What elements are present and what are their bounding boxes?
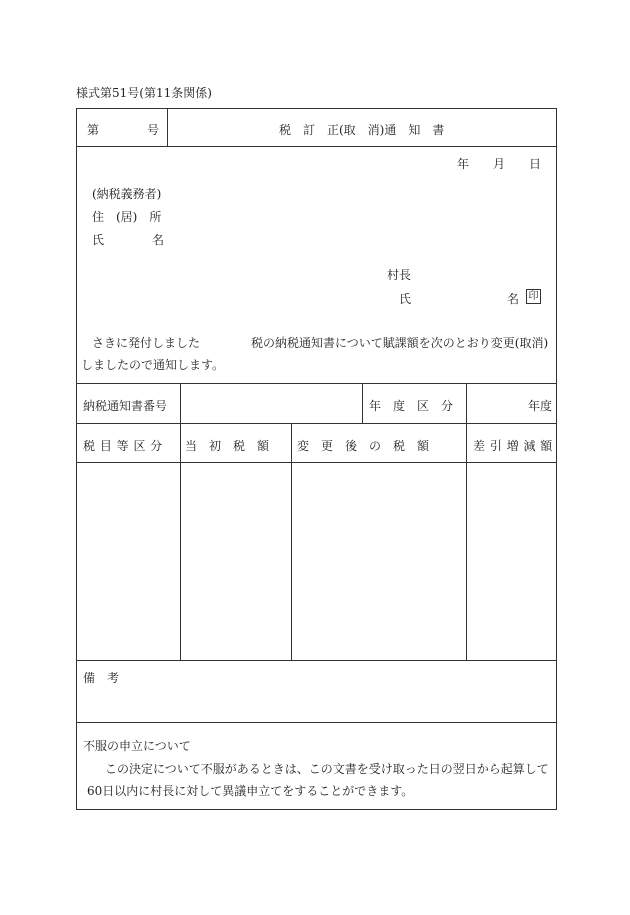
taxpayer-name-label: 氏 名 <box>92 233 165 247</box>
rule-info-top <box>77 383 556 384</box>
taxpayer-label: (納税義務者) <box>92 187 162 201</box>
column-revised-tax: 変 更 後 の 税 額 <box>297 439 430 453</box>
fiscal-year-label: 年 度 区 分 <box>369 399 454 413</box>
document-title: 税 訂 正(取 消)通 知 書 <box>279 123 445 137</box>
remarks-label: 備 考 <box>83 671 120 685</box>
notice-number-label: 第 号 <box>87 123 160 137</box>
rule-table-top <box>77 423 556 424</box>
appeal-line1: この決定について不服があるときは、この文書を受け取った日の翌日から起算して <box>105 762 549 776</box>
date-line: 年 月 日 <box>457 157 542 171</box>
fiscal-year-suffix: 年度 <box>528 399 553 413</box>
rule-info-split2 <box>362 383 363 423</box>
notice-text-line1a: さきに発付しました <box>92 336 201 350</box>
issuer-name-suffix: 名 <box>507 292 520 306</box>
issuer-title: 村長 <box>387 268 412 282</box>
seal-mark <box>526 288 541 304</box>
taxpayer-address-label: 住 (居) 所 <box>92 210 162 224</box>
rule-info-split1 <box>180 383 181 423</box>
seal-box: 印 <box>526 289 541 304</box>
rule-remarks-bottom <box>77 722 556 723</box>
issuer-name-label: 氏 <box>399 292 412 306</box>
column-tax-item: 税 目 等 区 分 <box>83 439 163 453</box>
rule-info-split3 <box>466 383 467 423</box>
rule-col2 <box>291 423 292 660</box>
rule-col1 <box>180 423 181 660</box>
notice-text-line1b: 税の納税通知書について賦課額を次のとおり変更(取消) <box>251 336 549 350</box>
appeal-heading: 不服の申立について <box>83 739 191 753</box>
column-initial-tax: 当 初 税 額 <box>185 439 270 453</box>
column-difference: 差 引 増 減 額 <box>473 439 553 453</box>
notice-number-field-label: 納税通知書番号 <box>83 399 168 413</box>
rule-header <box>77 146 556 147</box>
notice-text-line2: しましたので通知します。 <box>81 358 225 372</box>
appeal-line2: 60日以内に村長に対して異議申立てをすることができます。 <box>87 784 414 798</box>
form-caption: 様式第51号(第11条関係) <box>76 86 212 100</box>
rule-table-header <box>77 462 556 463</box>
rule-col3 <box>466 423 467 660</box>
rule-table-bottom <box>77 660 556 661</box>
rule-header-split <box>167 109 168 146</box>
notice-form <box>76 108 557 810</box>
